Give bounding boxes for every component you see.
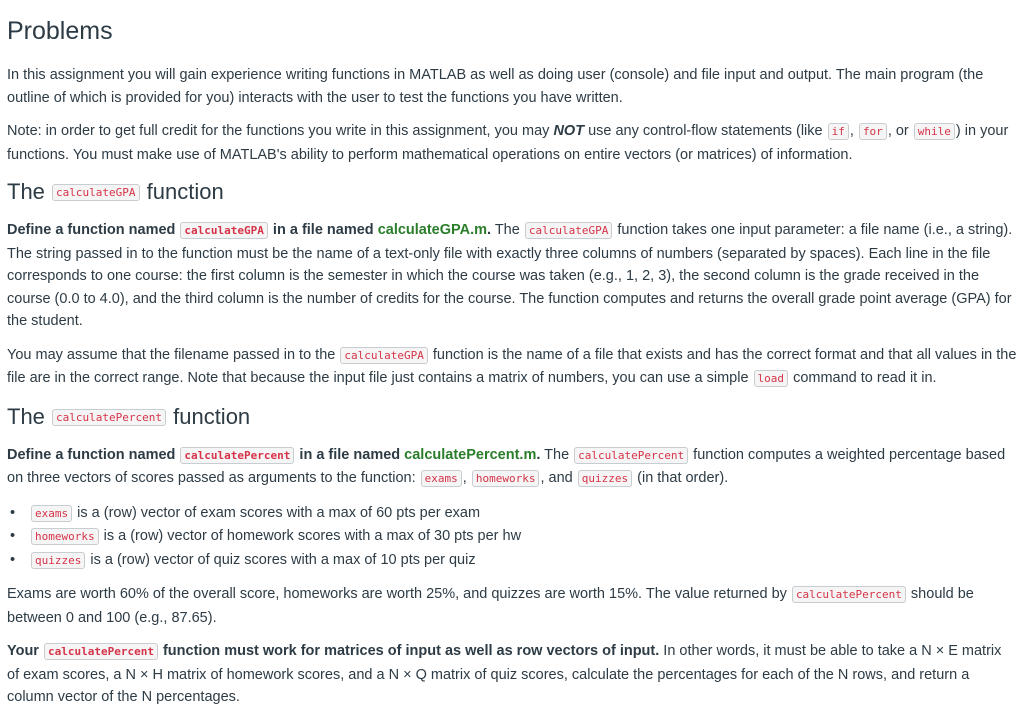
- gpa-filename: calculateGPA.m: [377, 222, 488, 238]
- note-comma: ,: [849, 123, 858, 139]
- gpa-definition-paragraph: [7, 219, 1017, 333]
- percent-filename: calculatePercent.m: [404, 446, 537, 463]
- gpa-def-text-a: Define a function named: [7, 222, 180, 238]
- code-if: if: [828, 123, 849, 140]
- code-homeworks: homeworks: [472, 470, 540, 487]
- percent-def-period: .: [536, 446, 541, 463]
- heading-code: calculateGPA: [52, 184, 139, 201]
- code-exams: exams: [421, 470, 462, 487]
- gpa-assume-text-a: You may assume that the filename passed in to the: [7, 346, 340, 363]
- note-paragraph: [7, 120, 1017, 166]
- heading-function: function: [167, 403, 251, 429]
- code-for: for: [859, 123, 887, 140]
- percent-def-text-e: function computes a weighted percentage based on three vectors of scores passed as arguments to the function:: [7, 446, 1006, 486]
- heading-code: calculatePercent: [52, 409, 166, 426]
- heading-the: The: [7, 179, 52, 204]
- code-exams: exams: [31, 505, 72, 522]
- gpa-def-period: .: [487, 222, 492, 238]
- gpa-def-text-e: function takes one input parameter: a file name (i.e., a string). The string passed in to the function must be the name of a text-only file with exactly three columns of numbers (separated by spaces). Each line in the file corresponds to one course: the first column is the semester in which the course was taken (e.g., 1, 2, 3), the second column is the grade received in the course (0.0 to 4.0), and the third column is the number of credits for the course. The function computes and returns the overall grade point average (GPA) for the student.: [7, 222, 1013, 329]
- arguments-list: [7, 502, 1017, 573]
- code-quizzes: quizzes: [578, 470, 632, 487]
- code-calculatepercent: calculatePercent: [792, 586, 906, 603]
- code-calculategpa: calculateGPA: [525, 222, 612, 239]
- percent-def-text-b: in a file named: [295, 446, 405, 463]
- gpa-def-text-d: The: [491, 222, 524, 238]
- weights-text-b: should be between 0 and 100 (e.g., 87.65).: [7, 586, 974, 626]
- note-text-c: ) in your functions. You must make use of MATLAB's ability to perform mathematical operations on entire vectors (or matrices) of information.: [7, 123, 1009, 163]
- note-emphasis-not: NOT: [553, 123, 585, 139]
- list-item: [30, 525, 1017, 549]
- percent-definition-paragraph: [7, 444, 1017, 491]
- list-item-text: is a (row) vector of quiz scores with a max of 10 pts per quiz: [86, 551, 476, 568]
- intro-paragraph: [7, 64, 1017, 109]
- list-item: [30, 502, 1017, 526]
- code-calculatepercent: calculatePercent: [180, 447, 294, 464]
- matrix-text-a: Your: [7, 643, 43, 659]
- list-item: [30, 549, 1017, 573]
- gpa-assumption-paragraph: [7, 344, 1017, 391]
- code-calculatepercent: calculatePercent: [574, 447, 688, 464]
- code-homeworks: homeworks: [31, 528, 99, 545]
- percent-comma: ,: [462, 470, 471, 486]
- heading-the: The: [7, 403, 52, 429]
- note-text-a: Note: in order to get full credit for the functions you write in this assignment, you may: [7, 123, 554, 139]
- section-heading-calculategpa: [7, 178, 1017, 210]
- code-calculategpa: calculateGPA: [340, 347, 427, 364]
- section-heading-calculatepercent: [7, 403, 1017, 435]
- note-or: , or: [887, 123, 913, 139]
- percent-def-text-a: Define a function named: [7, 446, 180, 463]
- note-text-b: use any control-flow statements (like: [584, 123, 827, 139]
- list-item-text: is a (row) vector of homework scores with a max of 30 pts per hw: [99, 528, 522, 544]
- percent-def-text-d: The: [540, 446, 574, 463]
- weights-paragraph: [7, 583, 1017, 629]
- weights-text-a: Exams are worth 60% of the overall score, homeworks are worth 25%, and quizzes are worth 15%. The value returned by: [7, 586, 791, 602]
- code-quizzes: quizzes: [31, 552, 85, 569]
- code-calculatepercent: calculatePercent: [44, 643, 158, 660]
- gpa-assume-text-b: function is the name of a file that exists and has the correct format and that all values in the file are in the correct range. Note that because the input file just contains a matrix of numbers, you can use a simple: [7, 346, 1017, 386]
- page-title: Problems: [7, 17, 113, 45]
- gpa-def-text-b: in a file named: [268, 222, 378, 238]
- code-calculategpa: calculateGPA: [180, 222, 267, 239]
- matrix-text-c: In other words, it must be able to take a N × E matrix of exam scores, a N × H matrix of homework scores, and a N × Q matrix of quiz scores, calculate the percentages for each of the N rows, and return a column vector of the N percentages.: [7, 643, 1002, 705]
- list-item-text: is a (row) vector of exam scores with a max of 60 pts per exam: [73, 504, 481, 521]
- matrix-paragraph: [7, 640, 1017, 709]
- matrix-text-b: function must work for matrices of input as well as row vectors of input.: [158, 643, 660, 659]
- code-while: while: [914, 123, 955, 140]
- heading-function: function: [140, 179, 224, 204]
- percent-and: , and: [540, 470, 577, 486]
- percent-def-text-f: (in that order).: [633, 470, 729, 486]
- intro-text: In this assignment you will gain experience writing functions in MATLAB as well as doing user (console) and file input and output. The main program (the outline of which is provided for you) interacts with the user to test the functions you have written.: [7, 67, 984, 106]
- code-load: load: [754, 370, 789, 387]
- gpa-assume-text-c: command to read it in.: [789, 370, 937, 386]
